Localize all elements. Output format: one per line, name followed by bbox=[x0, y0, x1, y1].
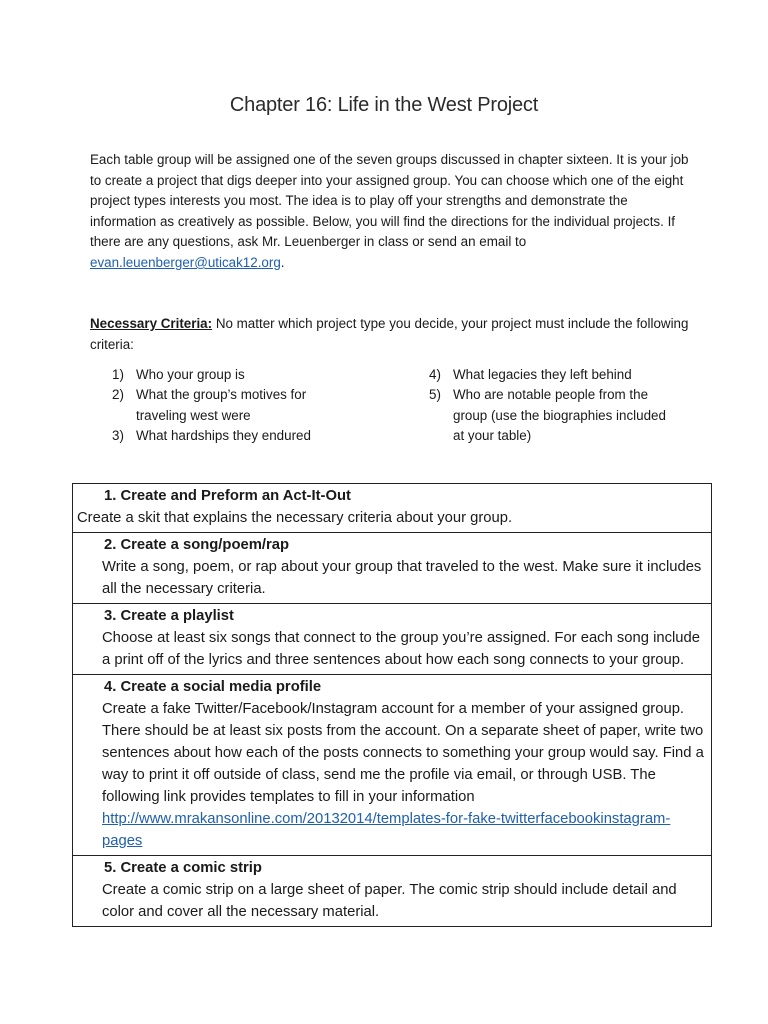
project-title: 3. Create a playlist bbox=[104, 608, 234, 624]
project-title: 1. Create and Preform an Act-It-Out bbox=[104, 488, 351, 504]
intro-text: Each table group will be assigned one of the seven groups discussed in chapter sixteen. It is your job to create a project that digs deeper into your assigned group. You can choose which one of the eight project types interests you most. The idea is to play off your strengths and demonstrate the information as creatively as possible. Below, you will find the directions for the individual projects. If there are any questions, ask Mr. Leuenberger in class or send an email to bbox=[90, 152, 689, 250]
project-description: Choose at least six songs that connect to the group you’re assigned. For each song include a print off of the lyrics and three sentences about how each song connects to your group. bbox=[102, 630, 700, 668]
project-cell bbox=[73, 675, 712, 856]
projects-table bbox=[72, 483, 712, 927]
list-item bbox=[429, 385, 669, 446]
project-description-text: Create a fake Twitter/Facebook/Instagram account for a member of your assigned group. There should be at least six posts from the account. On a separate sheet of paper, write two sentences about how each of the posts connects to something your group would say. Find a way to print it off outside of class, send me the profile via email, or through USB. The following link provides templates to fill in your information bbox=[102, 701, 704, 805]
page-title: Chapter 16: Life in the West Project bbox=[229, 94, 539, 116]
project-description: Write a song, poem, or rap about your group that traveled to the west. Make sure it includes all the necessary criteria. bbox=[102, 559, 702, 597]
list-number: 3) bbox=[112, 428, 124, 444]
table-row bbox=[73, 484, 712, 533]
project-cell bbox=[73, 856, 712, 927]
project-title: 4. Create a social media profile bbox=[104, 679, 322, 695]
project-cell bbox=[73, 604, 712, 675]
templates-link[interactable]: http://www.mrakansonline.com/20132014/templates-for-fake-twitterfacebookinstagram-pages bbox=[102, 811, 671, 849]
list-item bbox=[112, 426, 352, 446]
intro-end: . bbox=[280, 254, 285, 270]
email-link[interactable]: evan.leuenberger@uticak12.org bbox=[90, 254, 281, 270]
table-row bbox=[73, 533, 712, 604]
criteria-text: No matter which project type you decide, your project must include the following criteria: bbox=[90, 316, 689, 352]
list-number: 5) bbox=[429, 387, 441, 403]
list-item bbox=[112, 365, 352, 385]
criteria-list-left bbox=[112, 365, 352, 447]
project-cell bbox=[73, 484, 712, 533]
list-number: 2) bbox=[112, 387, 124, 403]
list-item bbox=[112, 385, 352, 426]
list-text: Who your group is bbox=[136, 367, 245, 382]
project-title: 2. Create a song/poem/rap bbox=[104, 537, 290, 553]
project-title: 5. Create a comic strip bbox=[104, 860, 262, 876]
list-text: What hardships they endured bbox=[136, 428, 311, 444]
criteria-list-right bbox=[429, 365, 669, 447]
criteria-label: Necessary Criteria: bbox=[90, 316, 213, 331]
project-description bbox=[102, 698, 705, 852]
list-text: What legacies they left behind bbox=[453, 367, 632, 382]
list-text: Who are notable people from the group (use the biographies included at your table) bbox=[453, 387, 666, 444]
table-row bbox=[73, 856, 712, 927]
table-row bbox=[73, 604, 712, 675]
project-description: Create a skit that explains the necessary criteria about your group. bbox=[77, 510, 513, 526]
list-item bbox=[429, 365, 669, 385]
intro-paragraph bbox=[90, 150, 690, 274]
project-description: Create a comic strip on a large sheet of paper. The comic strip should include detail and color and cover all the necessary material. bbox=[102, 882, 677, 920]
project-cell bbox=[73, 533, 712, 604]
criteria-paragraph bbox=[90, 314, 690, 355]
list-number: 1) bbox=[112, 367, 124, 382]
list-number: 4) bbox=[429, 367, 441, 382]
list-text: What the group’s motives for traveling west were bbox=[136, 387, 307, 423]
table-row bbox=[73, 675, 712, 856]
